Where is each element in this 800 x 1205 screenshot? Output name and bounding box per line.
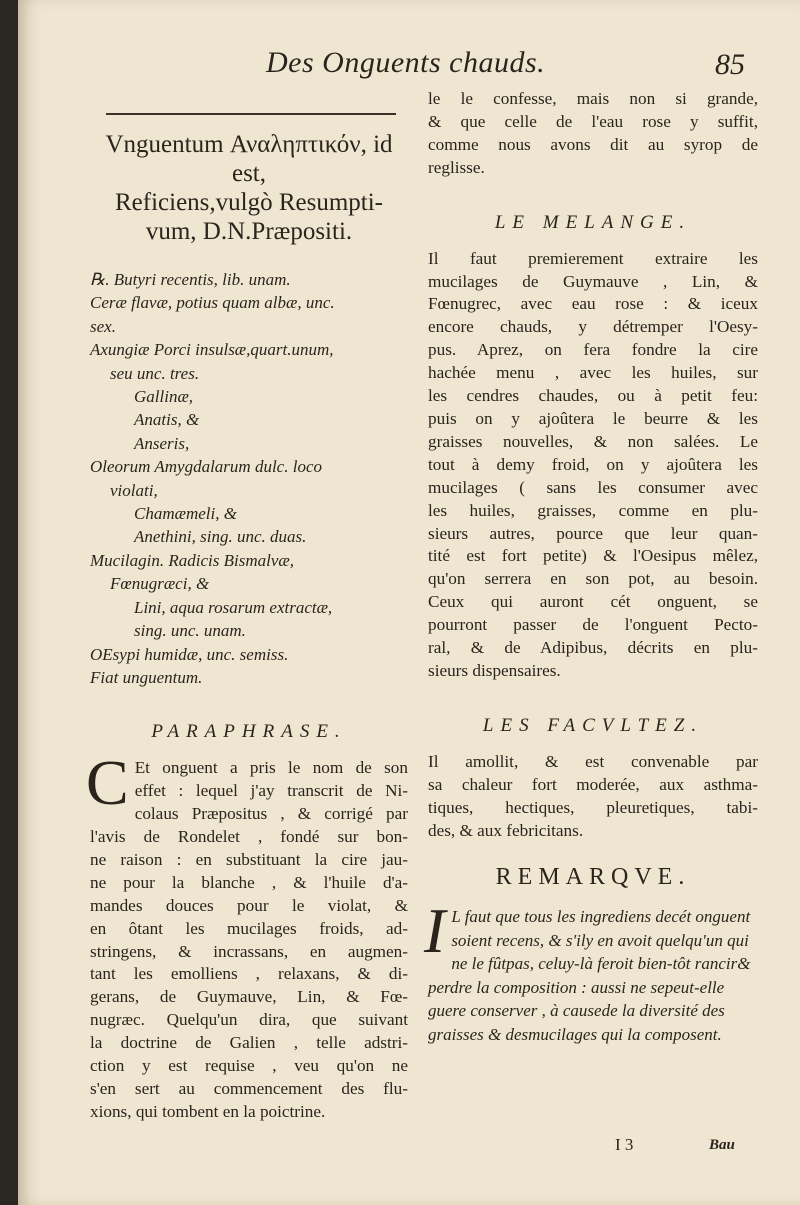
recipe-list: [90, 268, 408, 689]
recipe-line: Anatis, &: [134, 410, 200, 430]
text-line: effet : lequel j'ay transcrit de Ni-: [134, 781, 408, 801]
text-line: Il amollit, & est convenable par: [428, 751, 758, 771]
right-column: [424, 88, 758, 1046]
text-line: xions, qui tombent en la poictrine.: [90, 1101, 326, 1121]
text-line: des, & aux febricitans.: [428, 820, 584, 840]
text-line: la doctrine de Galien , telle adstri-: [90, 1033, 408, 1053]
running-head: Des Onguents chauds.: [266, 46, 546, 79]
recipe-line: sing. unc. unam.: [134, 621, 246, 641]
text-line: de la diversité des graisses & des: [428, 1001, 725, 1044]
continuation-text: [428, 88, 758, 180]
header-rule: [106, 113, 396, 115]
text-line: les cendres chaudes, ou à petit feu:: [428, 386, 758, 406]
recipe-line: Lini, aqua rosarum extractæ,: [134, 597, 333, 617]
text-line: tiques, hectiques, pleuretiques, tabi-: [428, 797, 758, 817]
recipe-line: seu unc. tres.: [110, 363, 200, 383]
dropcap: I: [424, 895, 446, 967]
text-line: pourront passer de l'onguent Pecto-: [428, 615, 758, 635]
text-line: qu'on serrera en son pot, au besoin.: [428, 569, 758, 589]
recipe-line: Chamæmeli, &: [134, 504, 237, 524]
recipe-line: violati,: [110, 480, 158, 500]
recipe-line: Axungiæ Porci insulsæ,quart.unum,: [90, 340, 334, 360]
text-line: reglisse.: [428, 157, 485, 177]
text-line: colaus Præpositus , & corrigé par: [134, 804, 408, 824]
text-line: ral, & de Adipibus, décrits en plu-: [428, 638, 758, 658]
text-line: ne pour la blanche , & l'huile d'a-: [90, 872, 408, 892]
text-line: stringens, & incrassans, en augmen-: [90, 941, 408, 961]
text-line: graisses nouvelles, & non salées. Le: [428, 431, 758, 451]
text-line: peut-elle guere conserver , à cause: [428, 977, 725, 1021]
recipe-line: Ceræ flavæ, potius quam albæ, unc.: [90, 293, 335, 313]
text-line: comme nous avons dit au syrop de: [428, 134, 758, 154]
recipe-title-line: Reficiens,vulgò Resumpti-: [114, 189, 384, 216]
paraphrase-heading: PARAPHRASE.: [151, 721, 347, 743]
left-column: [86, 130, 408, 1124]
facultez-text: [428, 751, 758, 843]
text-line: L faut que tous les ingrediens de: [451, 907, 672, 927]
text-line: tout à demy froid, on y ajoûtera les: [428, 454, 758, 474]
text-line: mucilages ( sans les consumer avec: [428, 477, 758, 497]
text-line: y en avoit quelqu'un qui ne le fût: [451, 930, 749, 974]
paraphrase-text: [86, 747, 408, 1124]
recipe-line: Oleorum Amygdalarum dulc. loco: [90, 457, 322, 477]
text-line: ction y est requise , veu qu'on ne: [90, 1056, 408, 1076]
text-line: & que celle de l'eau rose y suffit,: [428, 111, 758, 131]
text-line: & perdre la composition : aussi ne se: [428, 954, 751, 997]
text-line: Fœnugrec, avec eau rose : & iceux: [428, 294, 758, 314]
signature-mark: I 3: [615, 1135, 634, 1154]
text-line: en ôtant les mucilages froids, ad-: [90, 918, 408, 938]
recipe-line: Gallinæ,: [134, 387, 194, 407]
text-line: puis on y ajoûtera le beurre & les: [428, 408, 758, 428]
text-line: Il faut premierement extraire les: [428, 248, 758, 268]
text-line: pus. Aprez, on fera fondre la cire: [428, 340, 758, 360]
recipe-line: Anseris,: [134, 433, 190, 453]
recipe-line: OEsypi humidæ, unc. semiss.: [90, 644, 289, 664]
text-line: l'avis de Rondelet , fondé sur bon-: [90, 827, 408, 847]
text-line: mandes douces pour le violat, &: [90, 895, 408, 915]
melange-text: [428, 248, 758, 683]
remarque-heading: REMARQVE.: [495, 864, 691, 891]
recipe-line: sex.: [90, 316, 116, 336]
text-line: Ceux qui auront cét onguent, se: [428, 592, 758, 612]
text-line: nugræc. Quelqu'un dira, que suivant: [90, 1010, 408, 1030]
page-number: 85: [715, 48, 745, 81]
text-line: sieurs dispensaires.: [428, 660, 561, 680]
text-line: pas, celuy-là feroit bien-tôt rancir: [506, 954, 738, 974]
text-line: mucilages de Guymauve , Lin, &: [428, 271, 758, 291]
dropcap: C: [86, 747, 129, 819]
remarque-text: [424, 895, 758, 1045]
text-line: mucilages qui la composent.: [528, 1024, 722, 1044]
recipe-title-line: Vnguentum Αναληπτικόν, id est,: [105, 131, 393, 187]
text-line: tité est fort petite) & l'Oesipus mêlez,: [428, 546, 758, 566]
recipe-title-line: vum, D.N.Præpositi.: [145, 218, 353, 245]
recipe-line: ℞. Butyri recentis, lib. unam.: [90, 270, 291, 289]
text-line: s'en sert au commencement des flu-: [90, 1079, 408, 1098]
catchword: Bau: [709, 1137, 735, 1153]
text-line: sa chaleur fort moderée, aux asthma-: [428, 774, 758, 794]
text-line: gerans, de Guymauve, Lin, & Fœ-: [90, 987, 408, 1007]
text-line: encore chauds, y détremper l'Oesy-: [428, 317, 758, 337]
recipe-line: Anethini, sing. unc. duas.: [134, 527, 307, 547]
text-line: le le confesse, mais non si grande,: [428, 89, 758, 108]
text-line: cét onguent soient recens, & s'il: [451, 907, 751, 950]
recipe-line: Fœnugræci, &: [110, 574, 210, 594]
text-line: ne raison : en substituant la cire jau-: [90, 849, 408, 869]
facultez-heading: LES FACVLTEZ.: [482, 714, 704, 736]
recipe-title: [90, 130, 408, 246]
recipe-line: Fiat unguentum.: [90, 667, 203, 687]
text-line: les huiles, graisses, comme en plu-: [428, 500, 758, 520]
text-line: sieurs autres, pource que leur quan-: [428, 523, 758, 543]
text-line: hachée menu , avec les huiles, sur: [428, 363, 758, 383]
recipe-line: Mucilagin. Radicis Bismalvæ,: [90, 550, 294, 570]
melange-heading: LE MELANGE.: [494, 211, 692, 233]
text-line: tant les emolliens , relaxans, & di-: [90, 964, 408, 984]
book-page: [18, 0, 800, 1205]
text-line: Et onguent a pris le nom de son: [134, 758, 408, 778]
